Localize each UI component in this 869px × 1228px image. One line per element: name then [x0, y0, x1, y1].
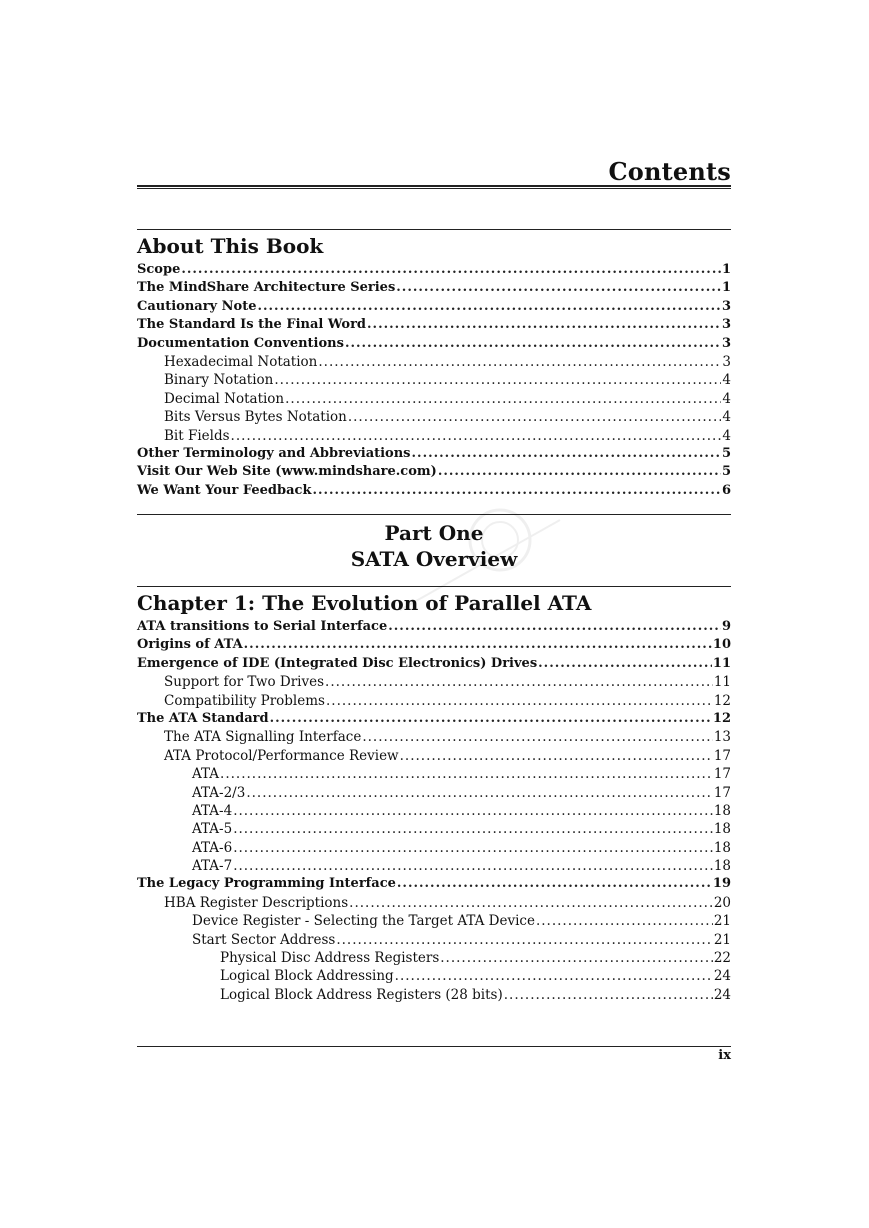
- toc-entry-page: 10: [712, 637, 731, 653]
- dot-leader: [220, 766, 713, 782]
- toc-entry-page: 4: [722, 390, 731, 407]
- toc-entry-label: Physical Disc Address Registers: [220, 950, 440, 967]
- dot-leader: [336, 932, 712, 948]
- toc-entry-label: ATA-7: [192, 858, 233, 875]
- toc-entry-page: 11: [713, 674, 731, 691]
- header-rule: [137, 185, 731, 189]
- toc-entry-page: 17: [713, 766, 731, 783]
- toc-entry-label: ATA-6: [192, 839, 233, 856]
- toc-entry[interactable]: [137, 280, 731, 298]
- toc-entry[interactable]: [137, 428, 731, 446]
- toc-entry[interactable]: [137, 729, 731, 747]
- toc-entry[interactable]: [137, 409, 731, 427]
- toc-entry-page: 3: [722, 353, 731, 370]
- toc-entry-label: The ATA Standard: [137, 710, 269, 726]
- dot-leader: [270, 711, 712, 726]
- toc-entry-page: 17: [713, 784, 731, 801]
- toc-entry-label: Visit Our Web Site (www.mindshare.com): [137, 464, 437, 480]
- toc-entry[interactable]: [137, 803, 731, 821]
- dot-leader: [362, 729, 712, 745]
- part-name: SATA Overview: [350, 547, 518, 571]
- toc-entry[interactable]: [137, 711, 731, 729]
- toc-entry[interactable]: [137, 895, 731, 913]
- dot-leader: [318, 354, 721, 370]
- footer-rule: [137, 1046, 731, 1047]
- dot-leader: [244, 637, 712, 652]
- toc-entry-label: Device Register - Selecting the Target ATA Device: [192, 913, 535, 930]
- dot-leader: [325, 674, 713, 690]
- toc-entry[interactable]: [137, 262, 731, 280]
- toc-entry-page: 19: [712, 876, 731, 892]
- toc-entry-label: Compatibility Problems: [164, 692, 325, 709]
- toc-entry-page: 21: [713, 931, 731, 948]
- toc-entry-page: 5: [721, 464, 731, 480]
- toc-entry-label: Bit Fields: [164, 427, 230, 444]
- toc-entry-page: 4: [722, 372, 731, 389]
- toc-entry-label: The ATA Signalling Interface: [164, 729, 362, 746]
- dot-leader: [438, 464, 721, 479]
- dot-leader: [233, 840, 713, 856]
- toc-entry-page: 24: [713, 968, 731, 985]
- watermark-logo: [380, 500, 580, 620]
- toc-entry-page: 24: [713, 986, 731, 1003]
- dot-leader: [397, 876, 712, 891]
- toc-entry-page: 18: [713, 802, 731, 819]
- toc-entry-label: ATA: [192, 766, 220, 783]
- toc-entry-page: 17: [713, 747, 731, 764]
- dot-leader: [246, 785, 712, 801]
- toc-entry-page: 11: [712, 655, 731, 671]
- toc-entry-label: Origins of ATA: [137, 637, 243, 653]
- toc-entry-label: Support for Two Drives: [164, 674, 325, 691]
- page-title: Contents: [608, 157, 731, 186]
- dot-leader: [388, 619, 721, 634]
- toc-entry-page: 12: [713, 692, 731, 709]
- dot-leader: [257, 299, 720, 314]
- toc-entry-page: 4: [722, 427, 731, 444]
- dot-leader: [538, 656, 712, 671]
- toc-entry[interactable]: [137, 968, 731, 986]
- toc-entry-page: 13: [713, 729, 731, 746]
- toc-list-about: [137, 262, 731, 501]
- dot-leader: [348, 409, 722, 425]
- toc-entry[interactable]: [137, 656, 731, 674]
- toc-entry-label: Binary Notation: [164, 372, 274, 389]
- toc-entry[interactable]: [137, 950, 731, 968]
- toc-entry-label: We Want Your Feedback: [137, 482, 312, 498]
- toc-entry-label: HBA Register Descriptions: [164, 894, 349, 911]
- dot-leader: [396, 280, 721, 295]
- toc-entry-page: 18: [713, 821, 731, 838]
- toc-entry-label: The MindShare Architecture Series: [137, 280, 396, 296]
- toc-entry[interactable]: [137, 483, 731, 501]
- toc-entry-page: 3: [721, 317, 731, 333]
- toc-entry-label: Hexadecimal Notation: [164, 353, 318, 370]
- dot-leader: [233, 821, 713, 837]
- toc-entry-page: 1: [721, 280, 731, 296]
- toc-entry-page: 4: [722, 409, 731, 426]
- dot-leader: [504, 987, 713, 1003]
- toc-entry[interactable]: [137, 693, 731, 711]
- dot-leader: [412, 446, 721, 461]
- toc-entry-label: ATA-4: [192, 802, 233, 819]
- dot-leader: [233, 858, 713, 874]
- toc-entry-page: 3: [721, 335, 731, 351]
- toc-entry[interactable]: [137, 748, 731, 766]
- chapter-title: Chapter 1: The Evolution of Parallel ATA: [137, 591, 592, 615]
- toc-entry[interactable]: [137, 372, 731, 390]
- section-title-about: About This Book: [137, 234, 324, 258]
- toc-entry[interactable]: [137, 446, 731, 464]
- toc-entry-label: Other Terminology and Abbreviations: [137, 445, 411, 461]
- dot-leader: [440, 950, 713, 966]
- toc-entry-page: 1: [721, 262, 731, 277]
- toc-entry-page: 21: [713, 913, 731, 930]
- dot-leader: [181, 262, 721, 277]
- dot-leader: [312, 483, 721, 498]
- dot-leader: [345, 336, 721, 351]
- toc-entry[interactable]: [137, 821, 731, 839]
- toc-entry[interactable]: [137, 913, 731, 931]
- toc-entry[interactable]: [137, 336, 731, 354]
- page-number: ix: [718, 1048, 731, 1063]
- toc-entry[interactable]: [137, 299, 731, 317]
- dot-leader: [231, 428, 722, 444]
- section-rule-top: [137, 229, 731, 230]
- dot-leader: [536, 913, 713, 929]
- toc-entry-page: 22: [713, 950, 731, 967]
- toc-entry-page: 18: [713, 858, 731, 875]
- toc-list-chapter1: [137, 619, 731, 1005]
- toc-entry-label: The Legacy Programming Interface: [137, 876, 396, 892]
- dot-leader: [285, 391, 721, 407]
- toc-entry-page: 5: [721, 445, 731, 461]
- toc-entry-page: 18: [713, 839, 731, 856]
- toc-entry[interactable]: [137, 987, 731, 1005]
- toc-entry[interactable]: [137, 766, 731, 784]
- toc-entry[interactable]: [137, 637, 731, 655]
- toc-entry-label: The Standard Is the Final Word: [137, 317, 367, 333]
- toc-entry-label: ATA Protocol/Performance Review: [164, 747, 399, 764]
- toc-entry[interactable]: [137, 785, 731, 803]
- toc-entry[interactable]: [137, 932, 731, 950]
- toc-entry[interactable]: [137, 619, 731, 637]
- toc-entry-page: 20: [713, 894, 731, 911]
- dot-leader: [349, 895, 713, 911]
- dot-leader: [233, 803, 713, 819]
- toc-entry[interactable]: [137, 858, 731, 876]
- toc-entry-label: Scope: [137, 262, 181, 277]
- toc-entry[interactable]: [137, 354, 731, 372]
- toc-entry-label: Emergence of IDE (Integrated Disc Electronics) Drives: [137, 655, 538, 671]
- toc-entry-label: Start Sector Address: [192, 931, 336, 948]
- toc-entry-page: 6: [721, 482, 731, 498]
- toc-entry-page: 12: [712, 710, 731, 726]
- toc-entry[interactable]: [137, 317, 731, 335]
- toc-entry-label: ATA-2/3: [192, 784, 246, 801]
- toc-entry-page: 3: [721, 298, 731, 314]
- dot-leader: [400, 748, 713, 764]
- toc-entry-label: Bits Versus Bytes Notation: [164, 409, 347, 426]
- toc-entry[interactable]: [137, 464, 731, 482]
- dot-leader: [395, 968, 713, 984]
- toc-entry-label: Decimal Notation: [164, 390, 285, 407]
- toc-entry-label: Logical Block Address Registers (28 bits): [220, 986, 503, 1003]
- toc-entry[interactable]: [137, 391, 731, 409]
- dot-leader: [274, 372, 721, 388]
- toc-entry[interactable]: [137, 840, 731, 858]
- toc-entry-label: Documentation Conventions: [137, 335, 344, 351]
- toc-entry[interactable]: [137, 876, 731, 894]
- part-number: Part One: [384, 521, 484, 545]
- dot-leader: [367, 317, 721, 332]
- toc-entry-label: Logical Block Addressing: [220, 968, 394, 985]
- toc-entry-label: ATA-5: [192, 821, 233, 838]
- toc-entry-label: ATA transitions to Serial Interface: [137, 619, 388, 634]
- toc-entry-label: Cautionary Note: [137, 298, 257, 314]
- dot-leader: [326, 693, 713, 709]
- toc-entry[interactable]: [137, 674, 731, 692]
- toc-entry-page: 9: [721, 619, 731, 634]
